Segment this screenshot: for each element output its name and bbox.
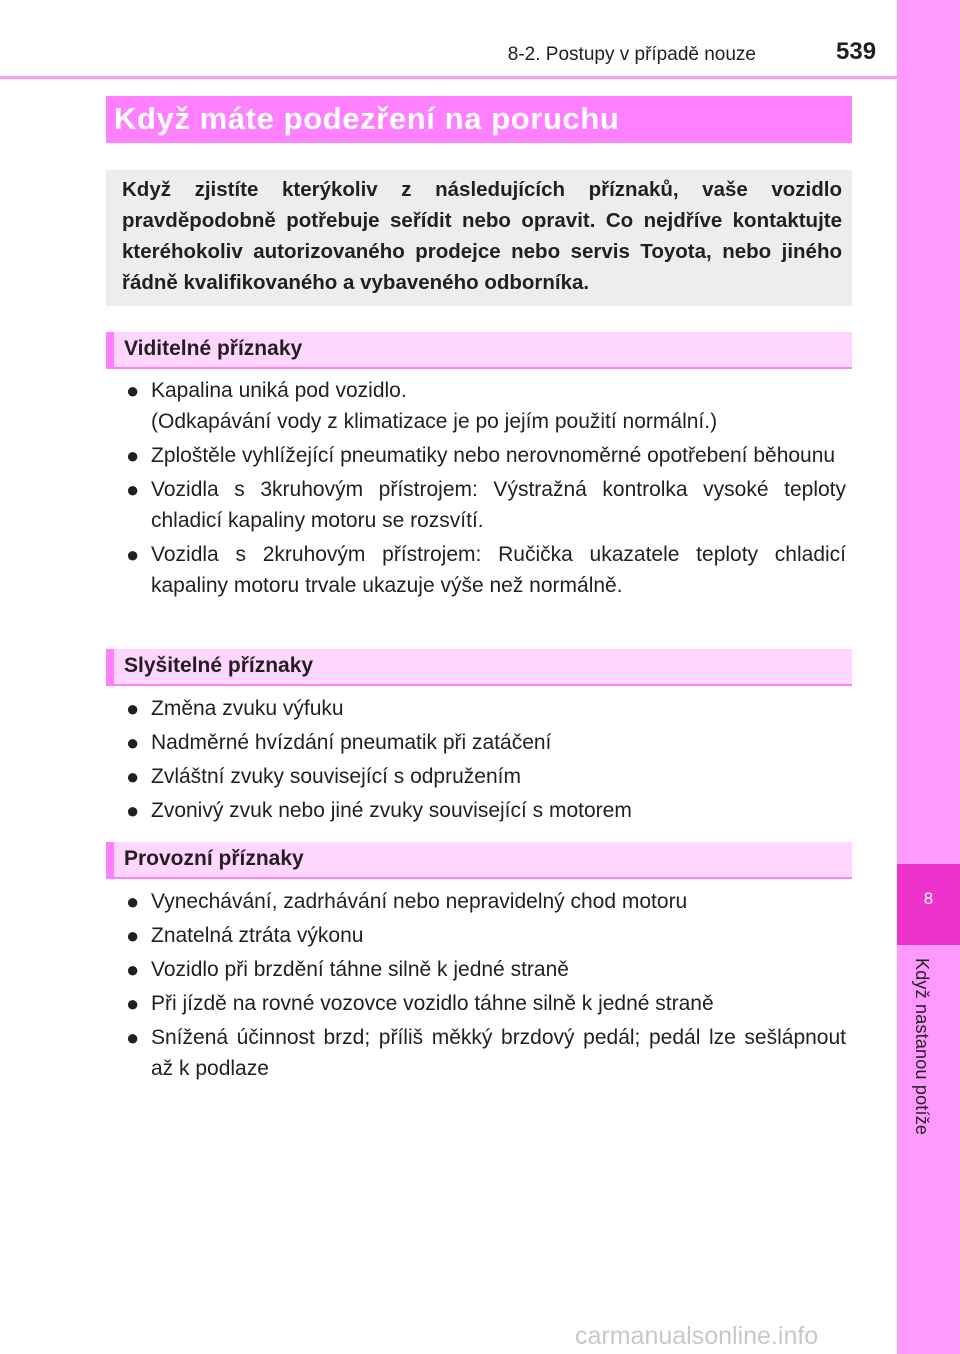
list-item [126, 693, 846, 724]
list-item-text: Nadměrné hvízdání pneumatik při zatáčení [151, 731, 552, 754]
bullet-icon: ● [126, 1025, 140, 1050]
intro-text: Když zjistíte kterýkoliv z následujících příznaků, vaše vozidlo pravděpodobně potřebuje seřídit nebo opravit. Co nejdříve kontaktujte kteréhokoliv autorizovaného prodejce nebo servis Toyota, nebo jiného řádně kvalifikovaného a vybaveného odborníka. [122, 178, 842, 294]
section-title: Slyšitelné příznaky [124, 654, 314, 677]
chapter-tab-label: Když nastanou potíže [912, 958, 932, 1136]
list-item [126, 1022, 846, 1084]
bullet-icon: ● [126, 696, 140, 721]
page-number: 539 [836, 38, 877, 65]
list-item [126, 440, 846, 471]
list-item [126, 761, 846, 792]
list-item [126, 727, 846, 758]
list-item [126, 954, 846, 985]
bullet-icon: ● [126, 378, 140, 403]
list-item [126, 920, 846, 951]
section-header-audible [106, 649, 852, 686]
list-item-text: Při jízdě na rovné vozovce vozidlo táhne silně k jedné straně [151, 992, 714, 1015]
list-visible-symptoms [126, 375, 846, 604]
list-item [126, 886, 846, 917]
running-head: 8-2. Postupy v případě nouze [507, 44, 756, 65]
list-item [126, 539, 846, 601]
list-item-text: Vynechávání, zadrhávání nebo nepravidelný chod motoru [151, 890, 688, 913]
list-item-text: Změna zvuku výfuku [151, 697, 344, 720]
chapter-tab-number[interactable]: 8 [897, 864, 960, 945]
list-item-text: Snížená účinnost brzd; příliš měkký brzdový pedál; pedál lze sešlápnout až k podlaze [151, 1026, 846, 1080]
bullet-icon: ● [126, 477, 140, 502]
page-title: Když máte podezření na poruchu [114, 101, 620, 136]
title-bar [106, 96, 852, 143]
section-header-visible [106, 332, 852, 369]
list-item-text: Znatelná ztráta výkonu [151, 924, 364, 947]
list-audible-symptoms [126, 693, 846, 829]
bullet-icon: ● [126, 542, 140, 567]
list-item [126, 988, 846, 1019]
section-title: Viditelné příznaky [124, 337, 303, 360]
bullet-icon: ● [126, 957, 140, 982]
intro-box [106, 170, 852, 306]
list-item-text: Zvonivý zvuk nebo jiné zvuky související s motorem [151, 799, 632, 822]
bullet-icon: ● [126, 730, 140, 755]
bullet-icon: ● [126, 889, 140, 914]
list-item-text: Zvláštní zvuky související s odpružením [151, 765, 521, 788]
bullet-icon: ● [126, 443, 140, 468]
list-item [126, 474, 846, 536]
bullet-icon: ● [126, 764, 140, 789]
list-item-text: Vozidlo při brzdění táhne silně k jedné straně [151, 958, 569, 981]
section-header-operational [106, 842, 852, 879]
list-item-text: Zploštěle vyhlížející pneumatiky nebo nerovnoměrné opotřebení běhounu [151, 444, 836, 467]
list-item-text: Vozidla s 3kruhovým přístrojem: Výstražná kontrolka vysoké teploty chladicí kapaliny motoru se rozsvítí. [151, 478, 846, 532]
header-divider [0, 76, 897, 79]
watermark: carmanualsonline.info [575, 1322, 819, 1350]
list-item [126, 795, 846, 826]
list-item [126, 375, 846, 437]
list-item-text: Kapalina uniká pod vozidlo. (Odkapávání vody z klimatizace je po jejím použití normální.) [151, 379, 718, 433]
bullet-icon: ● [126, 923, 140, 948]
list-operational-symptoms [126, 886, 846, 1087]
bullet-icon: ● [126, 798, 140, 823]
section-title: Provozní příznaky [124, 847, 304, 870]
list-item-text: Vozidla s 2kruhovým přístrojem: Ručička ukazatele teploty chladicí kapaliny motoru trvale ukazuje výše než normálně. [151, 543, 846, 597]
bullet-icon: ● [126, 991, 140, 1016]
